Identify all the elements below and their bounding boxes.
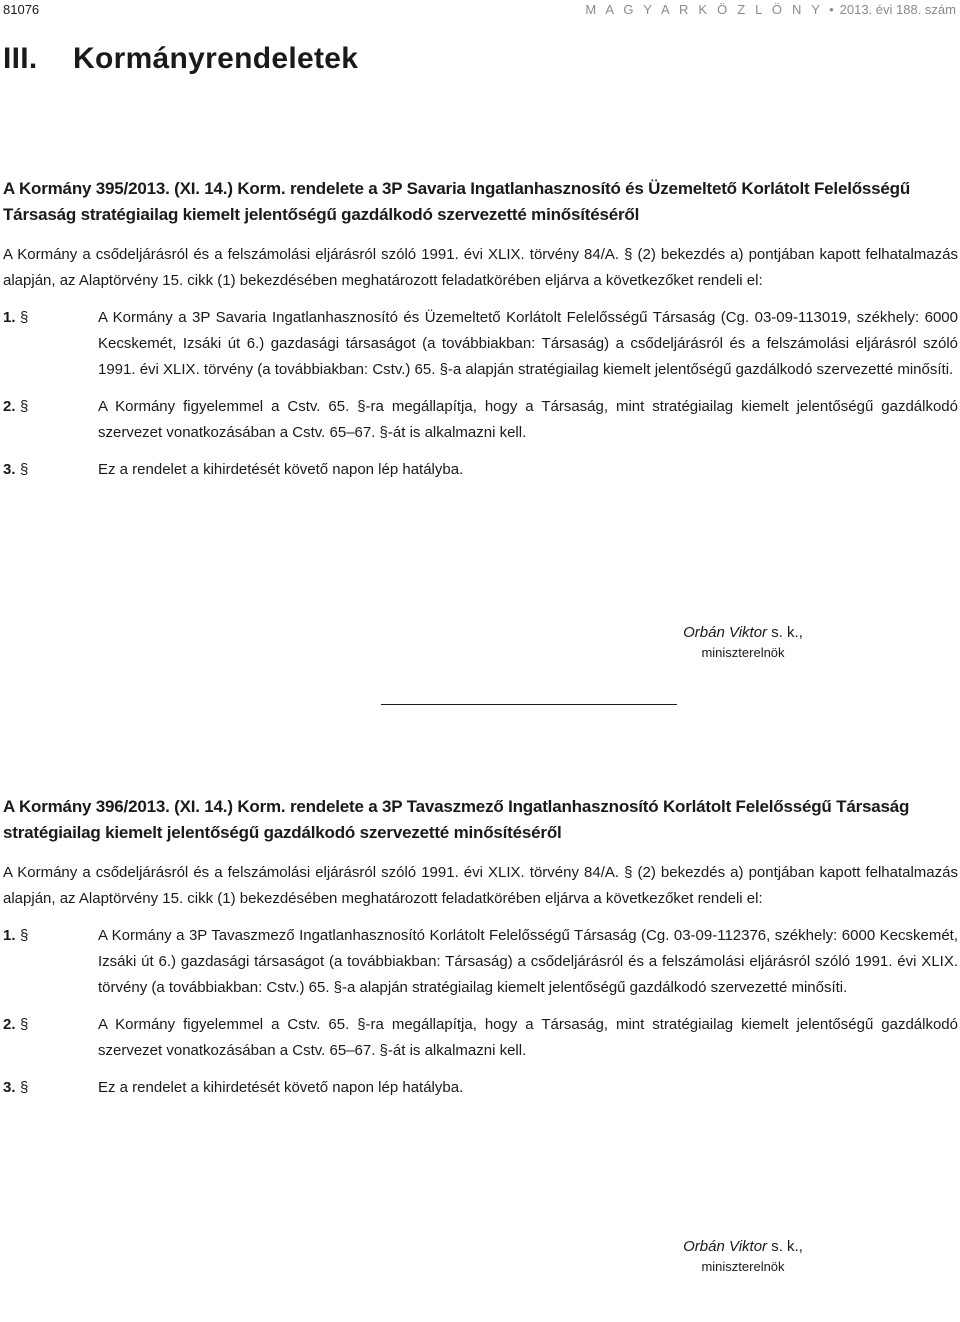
paragraph-text: A Kormány a 3P Savaria Ingatlanhasznosító és Üzemeltető Korlátolt Felelősségű Társaság (Cg. 03-09-113019, székhely: 6000 Kecskemét, Izsáki út 6.) gazdasági társaságot (a továbbiakban: Társaság) a csődeljárásról és a felszámolási eljárásról szóló 1991. évi XLIX. törvény (a továbbiakban: Cstv.) 65. §-a alapján stratégiailag kiemelt jelentőségű gazdálkodó szervezetté minősíti. (98, 309, 958, 378)
page-number: 81076 (3, 2, 40, 17)
paragraph-text: A Kormány figyelemmel a Cstv. 65. §-ra megállapítja, hogy a Társaság, mint stratégiailag kiemelt jelentőségű gazdálkodó szervezet vonatkozásában a Cstv. 65–67. §-át is alkalmazni kell. (98, 398, 958, 441)
decree-divider (381, 704, 677, 705)
paragraph-text: Ez a rendelet a kihirdetését követő napon lép hatályba. (98, 1079, 464, 1096)
signatory-name: Orbán Viktor (683, 1238, 768, 1255)
section-sign: § (20, 461, 29, 478)
paragraph-number: 3. (3, 1079, 16, 1096)
decree-395 (3, 176, 958, 483)
decree-396 (3, 794, 958, 1101)
paragraph-text: Ez a rendelet a kihirdetését követő napon lép hatályba. (98, 461, 464, 478)
paragraph-3 (3, 457, 958, 483)
journal-title (585, 2, 956, 18)
paragraph-text: A Kormány a 3P Tavaszmező Ingatlanhasznosító Korlátolt Felelősségű Társaság (Cg. 03-09-112376, székhely: 6000 Kecskemét, Izsáki út 6.) gazdasági társaságot (a továbbiakban: Társaság) a csődeljárásról és a felszámolási eljárásról szóló 1991. évi XLIX. törvény (a továbbiakban: Cstv.) 65. §-a alapján stratégiailag kiemelt jelentőségű gazdálkodó szervezetté minősíti. (98, 927, 958, 996)
paragraph-number: 2. (3, 398, 16, 415)
section-title: Kormányrendeletek (73, 42, 359, 75)
section-sign: § (20, 927, 29, 944)
paragraph-2 (3, 1012, 958, 1064)
journal-issue: 2013. évi 188. szám (839, 2, 956, 17)
section-heading (3, 42, 358, 76)
section-number: III. (3, 42, 38, 75)
decree-title: A Kormány 395/2013. (XI. 14.) Korm. rendelete a 3P Savaria Ingatlanhasznosító és Üzemeltető Korlátolt Felelősségű Társaság stratégiailag kiemelt jelentőségű gazdálkodó szervezetté minősítéséről (3, 179, 911, 224)
signature-block (628, 1236, 858, 1276)
paragraph-text: A Kormány figyelemmel a Cstv. 65. §-ra megállapítja, hogy a Társaság, mint stratégiailag kiemelt jelentőségű gazdálkodó szervezet vonatkozásában a Cstv. 65–67. §-át is alkalmazni kell. (98, 1016, 958, 1059)
paragraph-1 (3, 923, 958, 1001)
decree-preamble: A Kormány a csődeljárásról és a felszámolási eljárásról szóló 1991. évi XLIX. törvény 84/A. § (2) bekezdés a) pontjában kapott felhatalmazás alapján, az Alaptörvény 15. cikk (1) bekezdésében meghatározott feladatkörében eljárva a következőket rendeli el: (3, 246, 958, 289)
signatory-suffix: s. k., (771, 624, 803, 641)
signatory-role: miniszterelnök (701, 645, 785, 660)
decree-preamble: A Kormány a csődeljárásról és a felszámolási eljárásról szóló 1991. évi XLIX. törvény 84/A. § (2) bekezdés a) pontjában kapott felhatalmazás alapján, az Alaptörvény 15. cikk (1) bekezdésében meghatározott feladatkörében eljárva a következőket rendeli el: (3, 864, 958, 907)
signatory (628, 1236, 858, 1258)
signature-block (628, 622, 858, 662)
paragraph-number: 2. (3, 1016, 16, 1033)
paragraph-2 (3, 394, 958, 446)
signatory-name: Orbán Viktor (683, 624, 768, 641)
section-sign: § (20, 398, 29, 415)
journal-separator: • (829, 2, 834, 17)
paragraph-3 (3, 1075, 958, 1101)
decree-title: A Kormány 396/2013. (XI. 14.) Korm. rendelete a 3P Tavaszmező Ingatlanhasznosító Korlátolt Felelősségű Társaság stratégiailag kiemelt jelentőségű gazdálkodó szervezetté minősítéséről (3, 797, 910, 842)
paragraph-number: 1. (3, 927, 16, 944)
paragraph-number: 3. (3, 461, 16, 478)
section-sign: § (20, 309, 29, 326)
section-sign: § (20, 1079, 29, 1096)
journal-name: M A G Y A R K Ö Z L Ö N Y (585, 2, 824, 17)
signatory-suffix: s. k., (771, 1238, 803, 1255)
signatory (628, 622, 858, 644)
running-header (0, 0, 958, 20)
section-sign: § (20, 1016, 29, 1033)
paragraph-number: 1. (3, 309, 16, 326)
signatory-role: miniszterelnök (701, 1259, 785, 1274)
paragraph-1 (3, 305, 958, 383)
